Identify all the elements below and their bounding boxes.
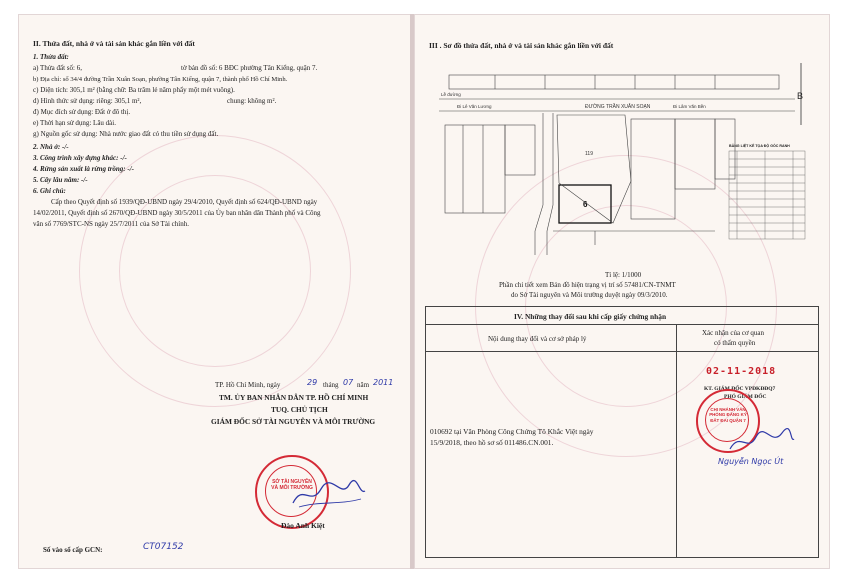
left-page xyxy=(18,14,412,569)
area: c) Diện tích: 305,1 m² (bằng chữ: Ba trăm lẻ năm phẩy một mét vuông). xyxy=(33,86,235,94)
changes-table xyxy=(425,306,819,558)
signer-name: Đào Anh Kiệt xyxy=(281,521,325,530)
parcel-119-label: 119 xyxy=(585,151,593,157)
right-page xyxy=(414,14,830,569)
changes-title: IV. Những thay đổi sau khi cấp giấy chứng nhận xyxy=(514,312,667,321)
sign-date-prefix: TP. Hồ Chí Minh, ngày xyxy=(215,381,281,389)
term: e) Thời hạn sử dụng: Lâu dài. xyxy=(33,119,116,127)
north-label: B xyxy=(797,91,804,101)
director-title: GIÁM ĐỐC SỞ TÀI NGUYÊN VÀ MÔI TRƯỜNG xyxy=(211,417,376,426)
confirm-org-line: KT. GIÁM ĐỐC VPĐKĐĐQ7 xyxy=(704,386,776,392)
parcel-number: a) Thửa đất số: 6, xyxy=(33,64,82,72)
sign-month: 07 xyxy=(343,378,354,387)
branch-seal-text: CHI NHÁNH VĂN PHÒNG ĐĂNG KÝ ĐẤT ĐAI QUẬN 7 xyxy=(709,407,747,423)
forest: 4. Rừng sản xuất là rừng trồng: -/- xyxy=(33,165,134,173)
map-sheet: tờ bản đồ số: 6 BĐC phường Tân Kiểng, quận 7. xyxy=(181,64,318,72)
confirm-date: 02-11-2018 xyxy=(706,366,777,377)
on-behalf: TUQ. CHỦ TỊCH xyxy=(271,405,328,414)
purpose: đ) Mục đích sử dụng: Đất ở đô thị. xyxy=(33,108,131,116)
parcel-main-label: 6 xyxy=(583,200,588,209)
sign-year-label: năm xyxy=(357,381,370,389)
column-header-confirm: Xác nhận của cơ quan xyxy=(702,329,765,337)
change-entry-line: 010692 tại Văn Phòng Công Chứng Tô Khắc Việt ngày xyxy=(430,427,594,436)
column-header-content: Nội dung thay đổi và cơ sở pháp lý xyxy=(488,335,587,343)
coord-table xyxy=(729,151,805,239)
extract-note-1: Phần chi tiết xem Bản đồ hiện trạng vị trí số 57481/CN-TNMT xyxy=(499,281,676,289)
di-le-van-luong-label: Đi Lê Văn Lương xyxy=(457,104,492,109)
authority: TM. ỦY BAN NHÂN DÂN TP. HỒ CHÍ MINH xyxy=(219,393,369,402)
construction: 3. Công trình xây dựng khác: -/- xyxy=(33,154,127,162)
registry-label: Số vào sổ cấp GCN: xyxy=(43,546,103,554)
le-duong-label: Lề đường xyxy=(441,92,461,97)
section-title: II. Thửa đất, nhà ở và tài sản khác gắn liền với đất xyxy=(33,39,195,48)
section-title: III . Sơ đồ thửa đất, nhà ở và tài sản khác gắn liền với đất xyxy=(429,41,614,50)
usage-form: d) Hình thức sử dụng: riêng: 305,1 m², xyxy=(33,97,142,105)
confirm-signature xyxy=(726,427,796,457)
notes-heading: 6. Ghi chú: xyxy=(33,187,66,195)
confirm-signer: Nguyễn Ngọc Út xyxy=(718,457,784,466)
usage-common: chung: không m². xyxy=(227,97,277,105)
coord-table-title: BẢNG LIỆT KÊ TỌA ĐỘ GÓC RANH xyxy=(729,144,790,148)
origin: g) Nguồn gốc sử dụng: Nhà nước giao đất có thu tiền sử dụng đất. xyxy=(33,130,219,138)
change-entry-line: 15/9/2018, theo hồ sơ số 011486.CN.001. xyxy=(430,438,554,447)
column-header-confirm: có thẩm quyền xyxy=(714,339,756,347)
parcel-map xyxy=(435,55,815,273)
extract-note-2: do Sở Tài nguyên và Môi trường duyệt ngày 09/3/2010. xyxy=(511,291,668,299)
di-lam-van-ben-label: Đi Lâm Văn Bền xyxy=(673,104,706,109)
land-heading: 1. Thửa đất: xyxy=(33,53,69,61)
registry-number: CT07152 xyxy=(143,542,184,552)
sign-day: 29 xyxy=(307,378,318,387)
note-line: Cấp theo Quyết định số 1939/QĐ-UBND ngày 29/4/2010, Quyết định số 624/QĐ-UBND ngày xyxy=(51,198,318,206)
scale: Tỉ lệ: 1/1000 xyxy=(605,271,642,279)
director-signature xyxy=(289,477,369,511)
confirm-org-line: PHÓ GIÁM ĐỐC xyxy=(724,394,767,400)
note-line: văn số 7769/STC-NS ngày 25/7/2011 của Sở Tài chính. xyxy=(33,220,189,228)
note-line: 14/02/2011, Quyết định số 2670/QĐ-UBND ngày 30/5/2011 của Ủy ban nhân dân Thành phố và Công xyxy=(33,209,321,217)
street-main-label: ĐƯỜNG TRẦN XUÂN SOẠN xyxy=(585,104,651,110)
sign-year: 2011 xyxy=(373,378,394,387)
perennial: 5. Cây lâu năm: -/- xyxy=(33,176,88,184)
address: b) Địa chỉ: số 34/4 đường Trần Xuân Soạn, phường Tân Kiểng, quận 7, thành phố Hồ Chí Minh. xyxy=(33,76,288,83)
house: 2. Nhà ở: -/- xyxy=(33,143,69,151)
sign-month-label: tháng xyxy=(323,381,339,389)
seal-text: SỞ TÀI NGUYÊN VÀ MÔI TRƯỜNG xyxy=(271,479,313,491)
